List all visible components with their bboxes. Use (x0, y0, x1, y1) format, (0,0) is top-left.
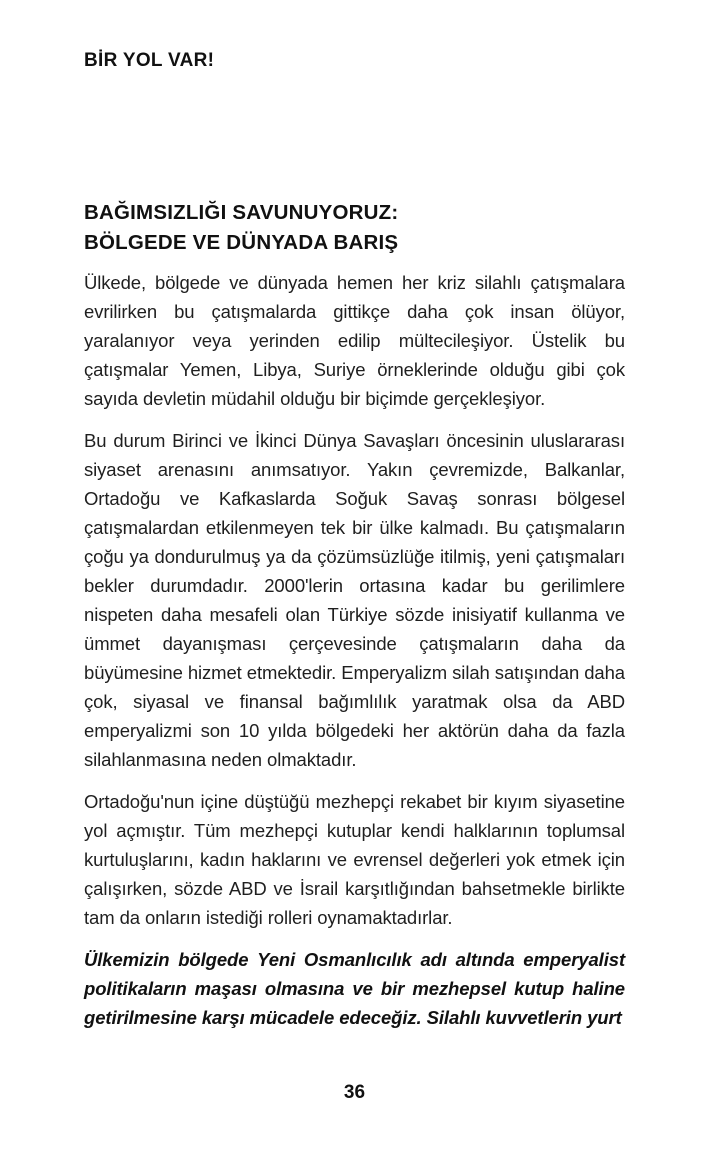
paragraph-3: Ortadoğu'nun içine düştüğü mezhepçi rekabet bir kıyım siyasetine yol açmıştır. Tüm mezhepçi kutuplar kendi halklarının toplumsal kurtuluşlarını, kadın haklarını ve evrensel değerleri yok etmek için çalışırken, sözde ABD ve İsrail karşıtlığından bahsetmekle birlikte tam da onların istediği rolleri oynamaktadırlar. (84, 791, 625, 928)
paragraph-1: Ülkede, bölgede ve dünyada hemen her kriz silahlı çatışmalara evrilirken bu çatışmalarda gittikçe daha çok insan ölüyor, yaralanıyor veya yerinden edilip mültecileşiyor. Üstelik bu çatışmalar Yemen, Libya, Suriye örneklerinde olduğu gibi çok sayıda devletin müdahil olduğu bir biçimde gerçekleşiyor. (84, 272, 625, 409)
paragraph-4-emphasis (84, 945, 625, 1032)
running-header: BİR YOL VAR! (84, 50, 215, 71)
section-heading-line2: BÖLGEDE VE DÜNYADA BARIŞ (84, 231, 399, 254)
emphasis-part2: adı altında emperyalist politikaların maşası olmasına ve bir mezhepsel kutup haline getirilmesine karşı mücadele edeceğiz. Silahlı kuvvetlerin yurt (84, 949, 626, 1028)
section-heading (84, 198, 625, 258)
emphasis-part1: Ülkemizin bölgede (84, 949, 258, 970)
emphasis-bold-phrase: Yeni Osmanlıcılık (257, 949, 412, 970)
body-copy (84, 268, 625, 1032)
paragraph-2: Bu durum Birinci ve İkinci Dünya Savaşları öncesinin uluslararası siyaset arenasını anımsatıyor. Yakın çevremizde, Balkanlar, Ortadoğu ve Kafkaslarda Soğuk Savaş sonrası bölgesel çatışmalardan etkilenmeyen tek bir ülke kalmadı. Bu çatışmaların çoğu ya dondurulmuş ya da çözümsüzlüğe itilmiş, yeni çatışmaları bekler durumdadır. 2000'lerin ortasına kadar bu gerilimlere nispeten daha mesafeli olan Türkiye sözde inisiyatif kullanma ve ümmet dayanışması çerçevesinde çatışmaların daha da büyümesine hizmet etmektedir. Emperyalizm silah satışından daha çok, siyasal ve finansal bağımlılık yaratmak olsa da ABD emperyalizmi son 10 yılda bölgedeki her aktörün daha da fazla silahlanmasına neden olmaktadır. (84, 430, 625, 770)
section-heading-line1: BAĞIMSIZLIĞI SAVUNUYORUZ: (84, 201, 399, 224)
page-number: 36 (343, 1082, 366, 1103)
